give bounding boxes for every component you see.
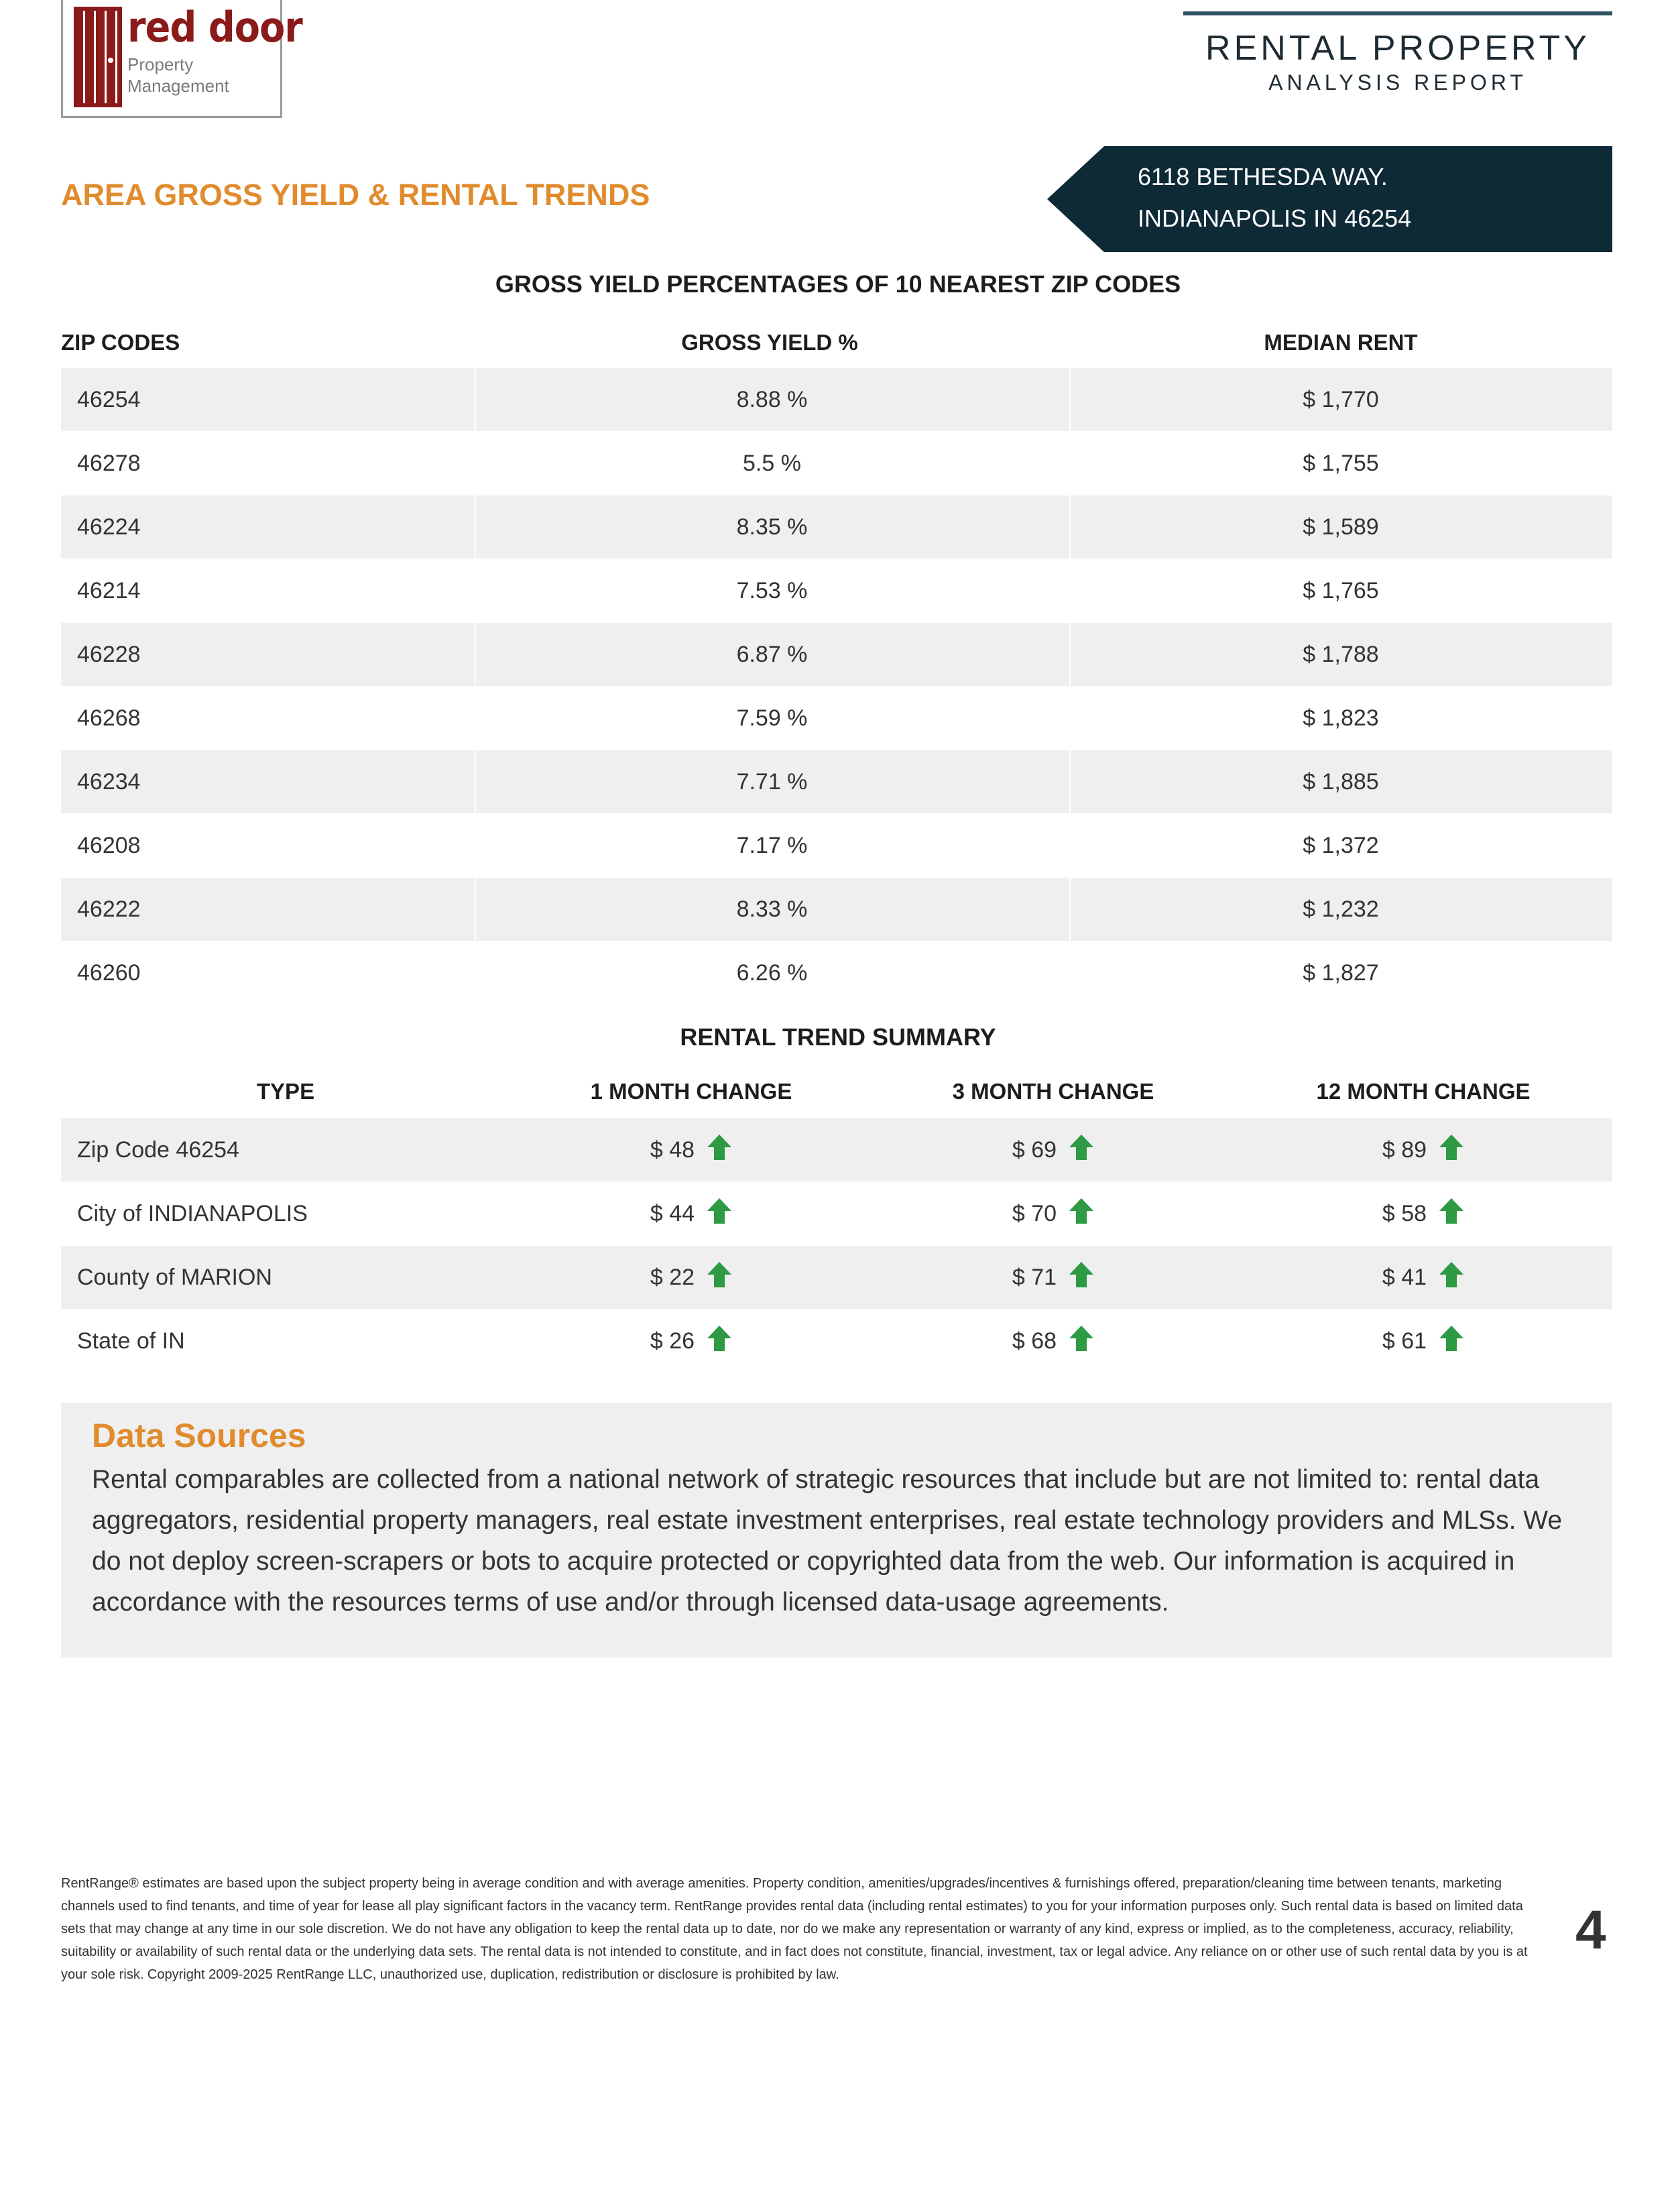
- yield-cell-yield: 7.53 %: [736, 578, 808, 603]
- yield-cell-yield: 6.87 %: [736, 642, 808, 667]
- yield-cell-rent: $ 1,372: [1303, 833, 1379, 858]
- trend-header-1m: 1 MONTH CHANGE: [590, 1079, 792, 1104]
- yield-cell-rent: $ 1,232: [1303, 896, 1379, 922]
- yield-table-row: [61, 878, 1612, 941]
- red-door-logo-icon: [74, 7, 122, 107]
- trend-table-row: [61, 1182, 1612, 1245]
- yield-cell-yield: 7.71 %: [736, 769, 808, 795]
- yield-cell-rent: $ 1,755: [1303, 451, 1379, 476]
- yield-table-row: [61, 687, 1612, 750]
- trend-header-type: TYPE: [256, 1079, 315, 1104]
- up-arrow-icon: [1439, 1261, 1464, 1288]
- trend-table-caption: RENTAL TREND SUMMARY: [680, 1023, 996, 1051]
- yield-table-row: [61, 368, 1612, 431]
- trend-change-value: $ 68: [1012, 1328, 1057, 1354]
- trend-cell-1m: [510, 1118, 872, 1181]
- yield-cell-zip: 46254: [77, 387, 141, 412]
- trend-cell-type: City of INDIANAPOLIS: [77, 1201, 308, 1226]
- yield-cell-zip: 46234: [77, 769, 141, 795]
- section-title: AREA GROSS YIELD & RENTAL TRENDS: [61, 178, 650, 212]
- page-number: 4: [1575, 1900, 1606, 1961]
- yield-header-zip: ZIP CODES: [61, 330, 180, 355]
- logo-subtext-line1: Property: [127, 54, 194, 74]
- yield-cell-yield: 6.26 %: [736, 960, 808, 986]
- yield-cell-zip: 46214: [77, 578, 141, 603]
- up-arrow-icon: [707, 1134, 732, 1161]
- trend-cell-12m: [1234, 1182, 1612, 1245]
- trend-cell-type: State of IN: [77, 1328, 185, 1354]
- trend-cell-12m: [1234, 1118, 1612, 1181]
- yield-cell-yield: 5.5 %: [743, 451, 801, 476]
- trend-cell-3m: [872, 1182, 1234, 1245]
- up-arrow-icon: [1069, 1198, 1094, 1224]
- yield-cell-zip: 46260: [77, 960, 141, 986]
- trend-cell-3m: [872, 1309, 1234, 1373]
- up-arrow-icon: [1069, 1134, 1094, 1161]
- yield-cell-rent: $ 1,765: [1303, 578, 1379, 603]
- yield-table-row: [61, 814, 1612, 877]
- trend-header-3m: 3 MONTH CHANGE: [952, 1079, 1154, 1104]
- address-banner: [1047, 146, 1612, 252]
- logo-brand-text: red door: [127, 3, 302, 52]
- yield-cell-zip: 46278: [77, 451, 141, 476]
- yield-cell-yield: 7.59 %: [736, 705, 808, 731]
- trend-cell-1m: [510, 1309, 872, 1373]
- trend-cell-type: County of MARION: [77, 1265, 272, 1290]
- yield-cell-rent: $ 1,770: [1303, 387, 1379, 412]
- trend-cell-1m: [510, 1246, 872, 1309]
- trend-change-value: $ 48: [650, 1137, 695, 1163]
- trend-change-value: $ 44: [650, 1201, 695, 1226]
- trend-cell-12m: [1234, 1309, 1612, 1373]
- up-arrow-icon: [1069, 1261, 1094, 1288]
- yield-cell-zip: 46268: [77, 705, 141, 731]
- trend-change-value: $ 26: [650, 1328, 695, 1354]
- yield-table-row: [61, 559, 1612, 622]
- trend-change-value: $ 22: [650, 1265, 695, 1290]
- address-line-2: INDIANAPOLIS IN 46254: [1138, 205, 1412, 232]
- up-arrow-icon: [707, 1198, 732, 1224]
- yield-cell-zip: 46224: [77, 514, 141, 540]
- trend-change-value: $ 61: [1382, 1328, 1427, 1354]
- trend-change-value: $ 71: [1012, 1265, 1057, 1290]
- up-arrow-icon: [1439, 1325, 1464, 1352]
- yield-table-row: [61, 496, 1612, 559]
- up-arrow-icon: [707, 1325, 732, 1352]
- trend-cell-12m: [1234, 1246, 1612, 1309]
- trend-change-value: $ 41: [1382, 1265, 1427, 1290]
- logo-subtext: [127, 54, 229, 97]
- up-arrow-icon: [1439, 1198, 1464, 1224]
- data-sources-title: Data Sources: [92, 1417, 306, 1454]
- trend-change-value: $ 58: [1382, 1201, 1427, 1226]
- yield-table-row: [61, 750, 1612, 813]
- data-sources-text: Rental comparables are collected from a national network of strategic resources that include but are not limited to: rental data aggregators, residential property managers, real estate investment enterprises, real estate technology providers and MLSs. We do not deploy screen-scrapers or bots to acquire protected or copyrighted data from the web. Our information is acquired in accordance with the resources terms of use and/or through licensed data-usage agreements.: [92, 1465, 1563, 1617]
- yield-cell-zip: 46228: [77, 642, 141, 667]
- trend-header-12m: 12 MONTH CHANGE: [1316, 1079, 1531, 1104]
- yield-cell-zip: 46208: [77, 833, 141, 858]
- yield-cell-yield: 8.88 %: [736, 387, 808, 412]
- yield-table-row: [61, 941, 1612, 1004]
- address-line-1: 6118 BETHESDA WAY.: [1138, 163, 1388, 190]
- yield-cell-yield: 7.17 %: [736, 833, 808, 858]
- yield-table-row: [61, 432, 1612, 495]
- report-subtitle: ANALYSIS REPORT: [1268, 70, 1527, 95]
- yield-table-row: [61, 623, 1612, 686]
- up-arrow-icon: [707, 1261, 732, 1288]
- trend-table-row: [61, 1118, 1612, 1181]
- footer-disclaimer: RentRange® estimates are based upon the subject property being in average condition and with average amenities. Property condition, amenities/upgrades/incentives & furnishings offered, preparation/cleaning time between tenants, marketing channels used to find tenants, and time of year for lease all play significant factors in the vacancy term. RentRange provides rental data (including rental estimates) to you for your information purposes only. Such rental data is based on limited data sets that may change at any time in our sole discretion. We do not have any obligation to keep the rental data up to date, nor do we make any representation or warranty of any kind, express or implied, as to the completeness, accuracy, reliability, suitability or availability of such rental data or the underlying data sets. The rental data is not intended to constitute, and in fact does not constitute, financial, investment, tax or legal advice. Any reliance on or other use of such rental data by you is at your sole risk. Copyright 2009-2025 RentRange LLC, unauthorized use, duplication, redistribution or disclosure is prohibited by law.: [61, 1876, 1528, 1982]
- yield-cell-rent: $ 1,827: [1303, 960, 1379, 986]
- trend-change-value: $ 89: [1382, 1137, 1427, 1163]
- yield-cell-rent: $ 1,885: [1303, 769, 1379, 795]
- trend-change-value: $ 69: [1012, 1137, 1057, 1163]
- trend-table-row: [61, 1246, 1612, 1309]
- yield-cell-yield: 8.33 %: [736, 896, 808, 922]
- up-arrow-icon: [1439, 1134, 1464, 1161]
- trend-table-row: [61, 1309, 1612, 1373]
- trend-cell-1m: [510, 1182, 872, 1245]
- up-arrow-icon: [1069, 1325, 1094, 1352]
- yield-cell-zip: 46222: [77, 896, 141, 922]
- yield-cell-rent: $ 1,823: [1303, 705, 1379, 731]
- logo-subtext-line2: Management: [127, 76, 229, 96]
- yield-header-rent: MEDIAN RENT: [1264, 330, 1418, 355]
- yield-table-caption: GROSS YIELD PERCENTAGES OF 10 NEAREST ZIP CODES: [495, 270, 1181, 298]
- header-rule: [1183, 11, 1612, 15]
- trend-cell-3m: [872, 1246, 1234, 1309]
- trend-cell-type: Zip Code 46254: [77, 1137, 239, 1163]
- trend-change-value: $ 70: [1012, 1201, 1057, 1226]
- yield-cell-rent: $ 1,589: [1303, 514, 1379, 540]
- yield-cell-yield: 8.35 %: [736, 514, 808, 540]
- yield-header-yield: GROSS YIELD %: [681, 330, 858, 355]
- report-title: RENTAL PROPERTY: [1205, 29, 1590, 68]
- trend-cell-3m: [872, 1118, 1234, 1181]
- yield-cell-rent: $ 1,788: [1303, 642, 1379, 667]
- company-logo: [61, 0, 302, 118]
